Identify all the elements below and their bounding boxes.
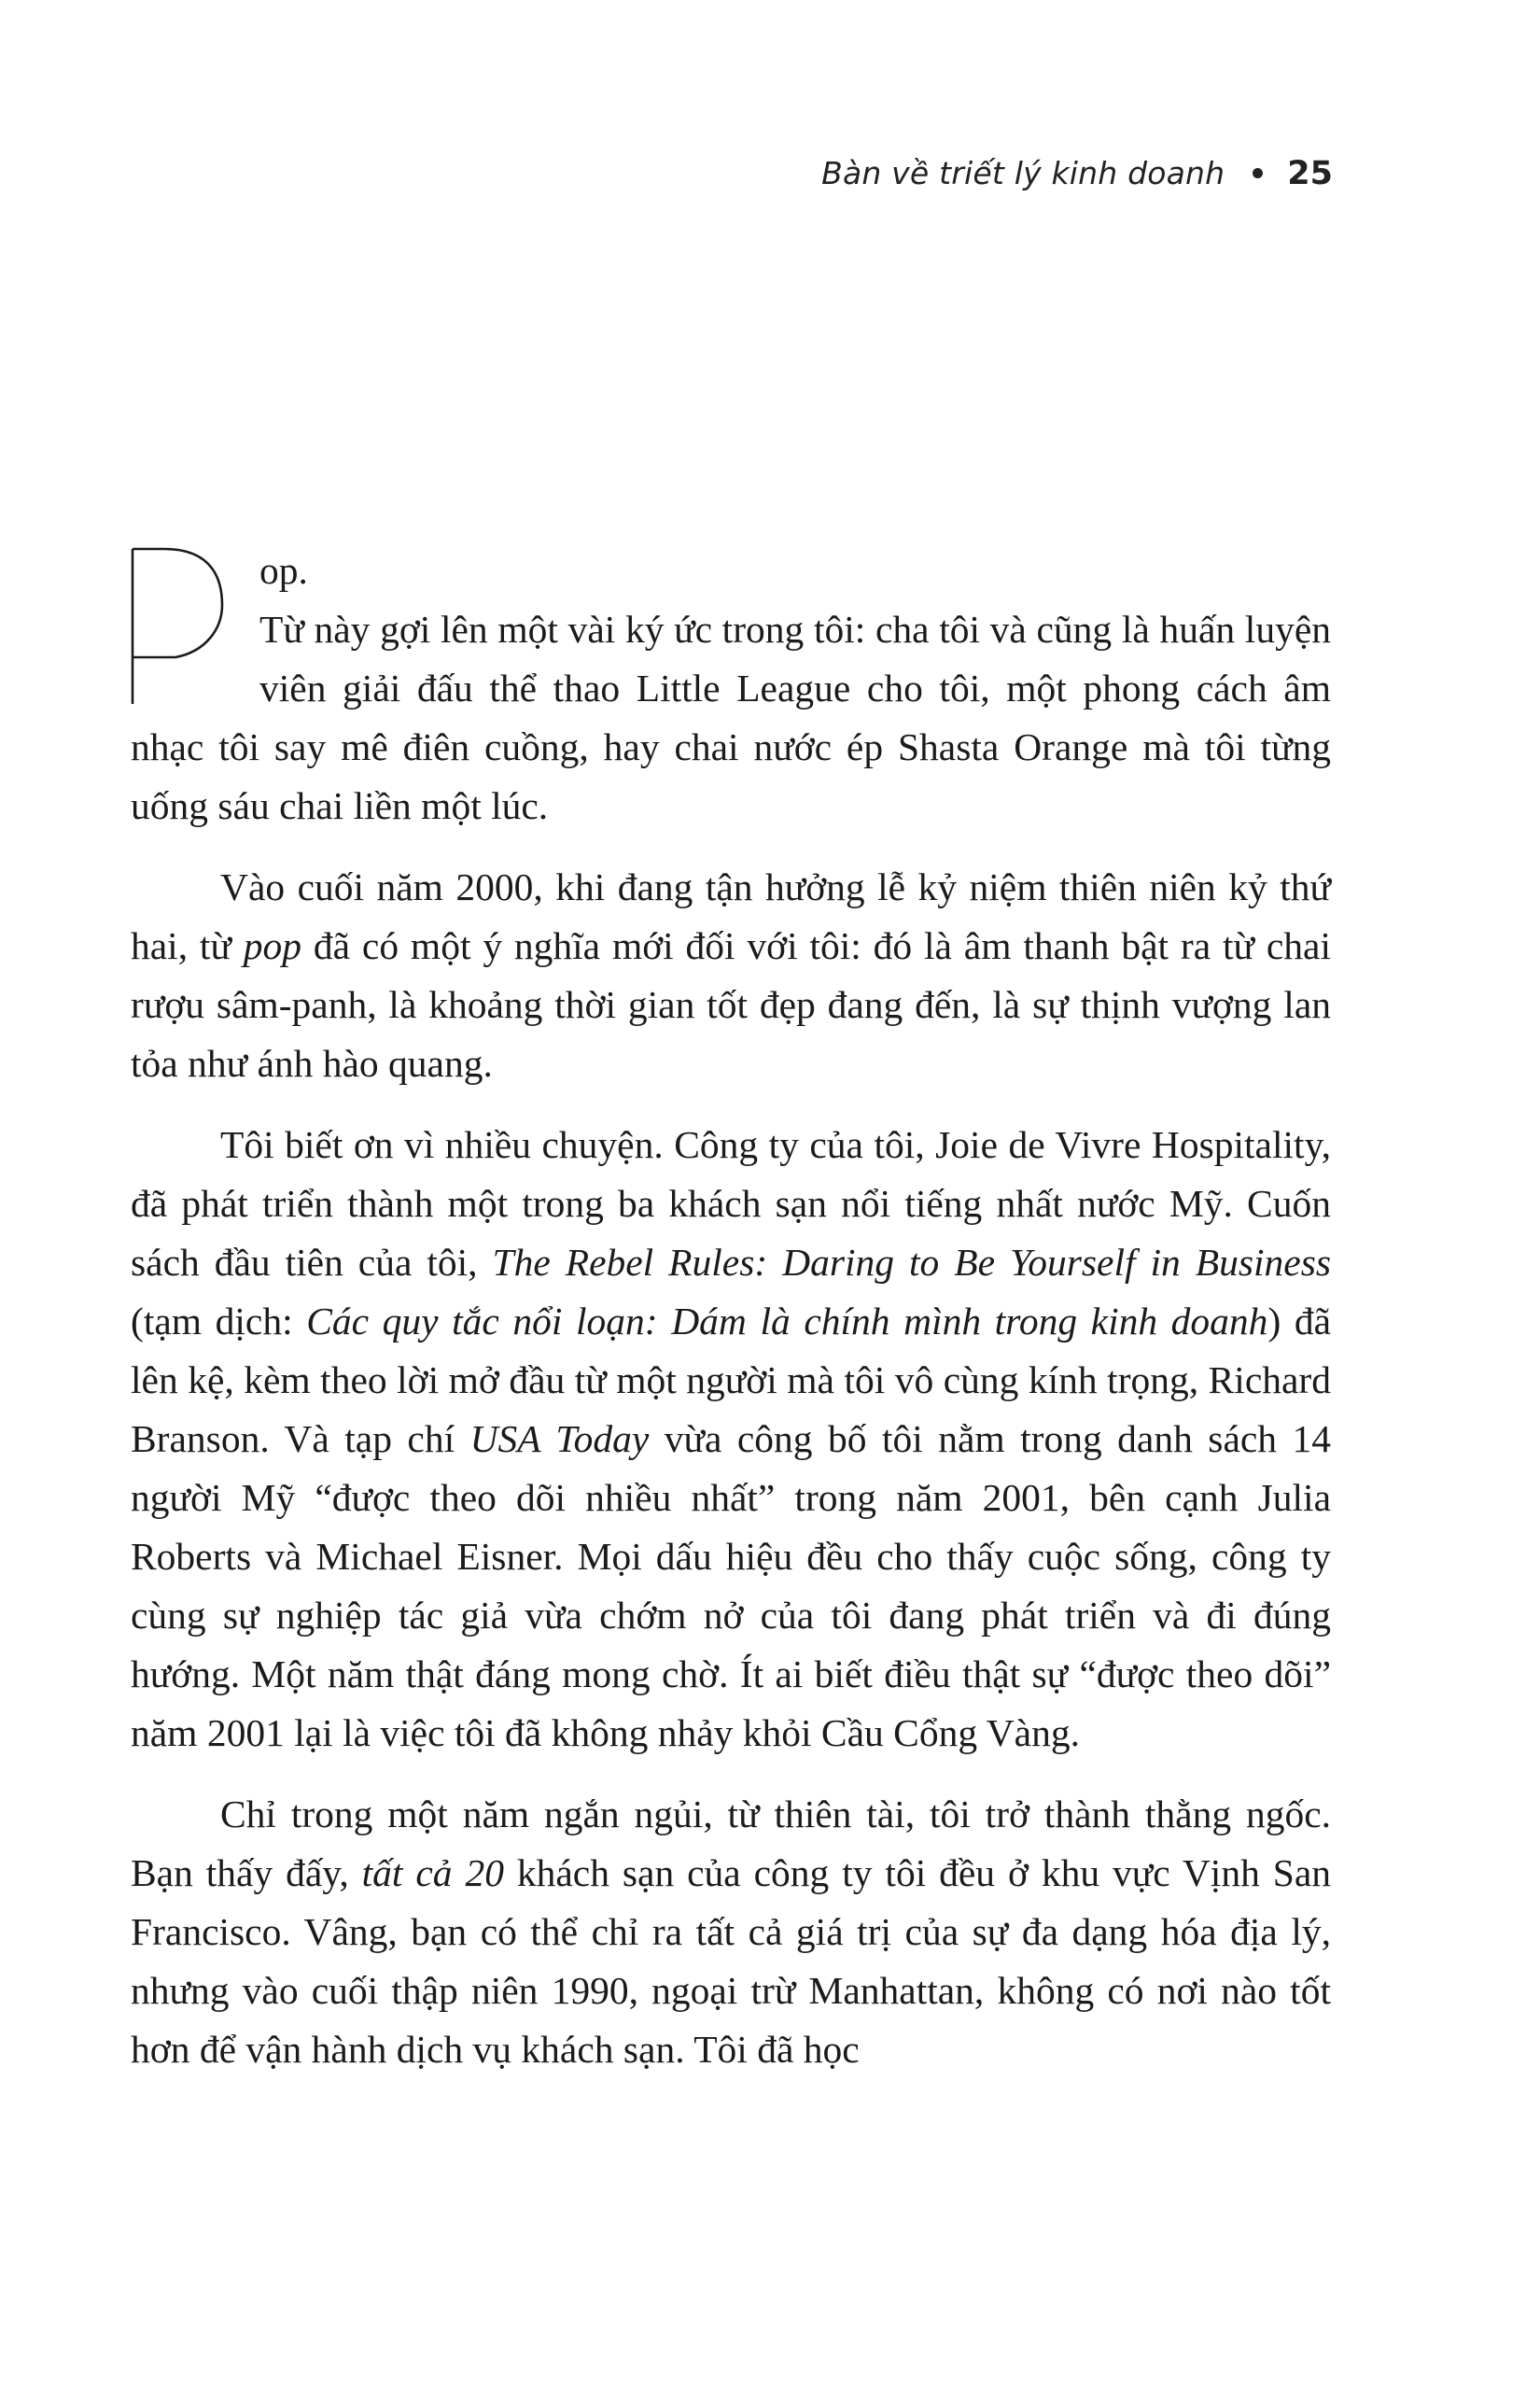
paragraph-1-text: Từ này gợi lên một vài ký ức trong tôi: cha tôi và cũng là huấn luyện viên giải đấu thể thao Little League cho tôi, một phong cách âm nhạc tôi say mê điên cuồng, hay chai nước ép Shasta Orange mà tôi từng uống sáu chai liền một lúc. (131, 608, 1331, 827)
paragraph-3 (131, 1116, 1331, 1763)
paragraph-3-italic-1: The Rebel Rules: Daring to Be Yourself in Business (492, 1241, 1331, 1284)
running-header (821, 155, 1333, 192)
paragraph-3-italic-3: USA Today (469, 1417, 650, 1460)
paragraph-3-italic-2: Các quy tắc nổi loạn: Dám là chính mình trong kinh doanh (306, 1300, 1268, 1343)
paragraph-2-text-1: Vào cuối năm 2000, khi đang tận hưởng lễ kỷ niệm thiên niên kỷ thứ hai, từ (131, 865, 1331, 967)
body-text (131, 541, 1331, 2102)
drop-cap-p-glyph (129, 547, 237, 706)
paragraph-3-text-1: Tôi biết ơn vì nhiều chuyện. Công ty của tôi, Joie de Vivre Hospitality, đã phát triển thành một trong ba khách sạn nổi tiếng nhất nước Mỹ. Cuốn sách đầu tiên của tôi, (131, 1123, 1331, 1284)
paragraph-1 (131, 541, 1331, 836)
paragraph-4-text-2: khách sạn của công ty tôi đều ở khu vực Vịnh San Francisco. Vâng, bạn có thể chỉ ra tất cả giá trị của sự đa dạng hóa địa lý, nhưng vào cuối thập niên 1990, ngoại trừ Manhattan, không có nơi nào tốt hơn để vận hành dịch vụ khách sạn. Tôi đã học (131, 1851, 1331, 2071)
paragraph-2 (131, 858, 1331, 1093)
drop-cap (129, 547, 237, 706)
page-number: 25 (1287, 155, 1333, 192)
paragraph-2-italic-1: pop (243, 924, 302, 967)
paragraph-4-text-1: Chỉ trong một năm ngắn ngủi, từ thiên tài, tôi trở thành thằng ngốc. Bạn thấy đấy, (131, 1792, 1331, 1894)
paragraph-3-text-2: (tạm dịch: (131, 1300, 307, 1343)
paragraph-2-text-2: đã có một ý nghĩa mới đối với tôi: đó là âm thanh bật ra từ chai rượu sâm-panh, là khoảng thời gian tốt đẹp đang đến, là sự thịnh vượng lan tỏa như ánh hào quang. (131, 924, 1331, 1085)
chapter-title: Bàn về triết lý kinh doanh (821, 155, 1225, 191)
paragraph-3-text-4: vừa công bố tôi nằm trong danh sách 14 người Mỹ “được theo dõi nhiều nhất” trong năm 2001, bên cạnh Julia Roberts và Michael Eisner. Mọi dấu hiệu đều cho thấy cuộc sống, công ty cùng sự nghiệp tác giả vừa chớm nở của tôi đang phát triển và đi đúng hướng. Một năm thật đáng mong chờ. Ít ai biết điều thật sự “được theo dõi” năm 2001 lại là việc tôi đã không nhảy khỏi Cầu Cổng Vàng. (131, 1417, 1331, 1754)
paragraph-4 (131, 1785, 1331, 2079)
bullet-separator-icon (1253, 168, 1263, 178)
paragraph-4-italic-1: tất cả 20 (361, 1851, 504, 1894)
paragraph-3-text-3: ) đã lên kệ, kèm theo lời mở đầu từ một người mà tôi vô cùng kính trọng, Richard Branson. Và tạp chí (131, 1300, 1332, 1460)
paragraph-1-opening: op. (259, 549, 308, 592)
